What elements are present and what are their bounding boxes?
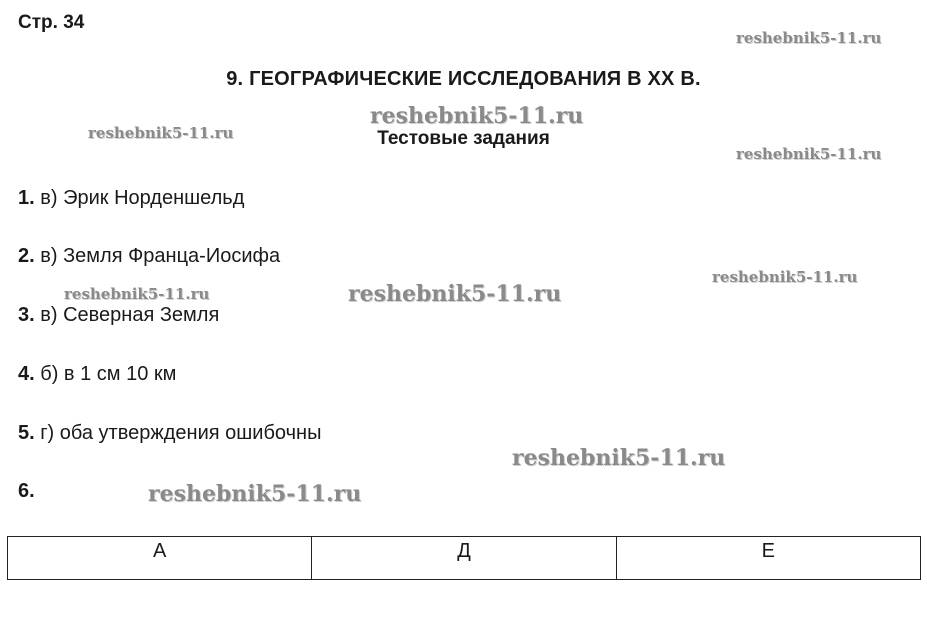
watermark: reshebnik5-11.ru	[512, 445, 726, 471]
answer-text: б) в 1 см 10 км	[34, 363, 177, 385]
answer-item	[18, 304, 219, 327]
watermark: reshebnik5-11.ru	[736, 145, 882, 163]
answer-number: 5.	[18, 422, 35, 444]
table-row	[8, 537, 921, 580]
watermark: reshebnik5-11.ru	[88, 124, 234, 142]
watermark: reshebnik5-11.ru	[712, 268, 858, 286]
answer-item	[18, 245, 280, 268]
section-title: 9. ГЕОГРАФИЧЕСКИЕ ИССЛЕДОВАНИЯ В XX В.	[226, 68, 701, 90]
answer-number: 4.	[18, 363, 35, 385]
answer-item	[18, 363, 176, 386]
answer-number: 3.	[18, 304, 35, 326]
answer-number: 1.	[18, 187, 35, 209]
watermark: reshebnik5-11.ru	[736, 29, 882, 47]
answer-item	[18, 422, 321, 445]
answer-text: в) Земля Франца-Иосифа	[34, 245, 281, 267]
table-cell: Е	[616, 537, 920, 580]
watermark: reshebnik5-11.ru	[370, 103, 584, 129]
answer-item	[18, 187, 244, 210]
answer-text: в) Эрик Норденшельд	[34, 187, 245, 209]
answer-number: 6.	[18, 480, 35, 502]
table-cell: А	[8, 537, 312, 580]
table-cell: Д	[312, 537, 616, 580]
watermark: reshebnik5-11.ru	[348, 281, 562, 307]
answer-number: 2.	[18, 245, 35, 267]
page-number: Стр. 34	[18, 12, 85, 33]
answer-table	[7, 536, 921, 580]
section-subtitle: Тестовые задания	[377, 128, 550, 149]
watermark: reshebnik5-11.ru	[148, 481, 362, 507]
watermark: reshebnik5-11.ru	[64, 285, 210, 303]
answer-text: в) Северная Земля	[34, 304, 220, 326]
answer-item	[18, 480, 35, 503]
answer-text: г) оба утверждения ошибочны	[34, 422, 322, 444]
